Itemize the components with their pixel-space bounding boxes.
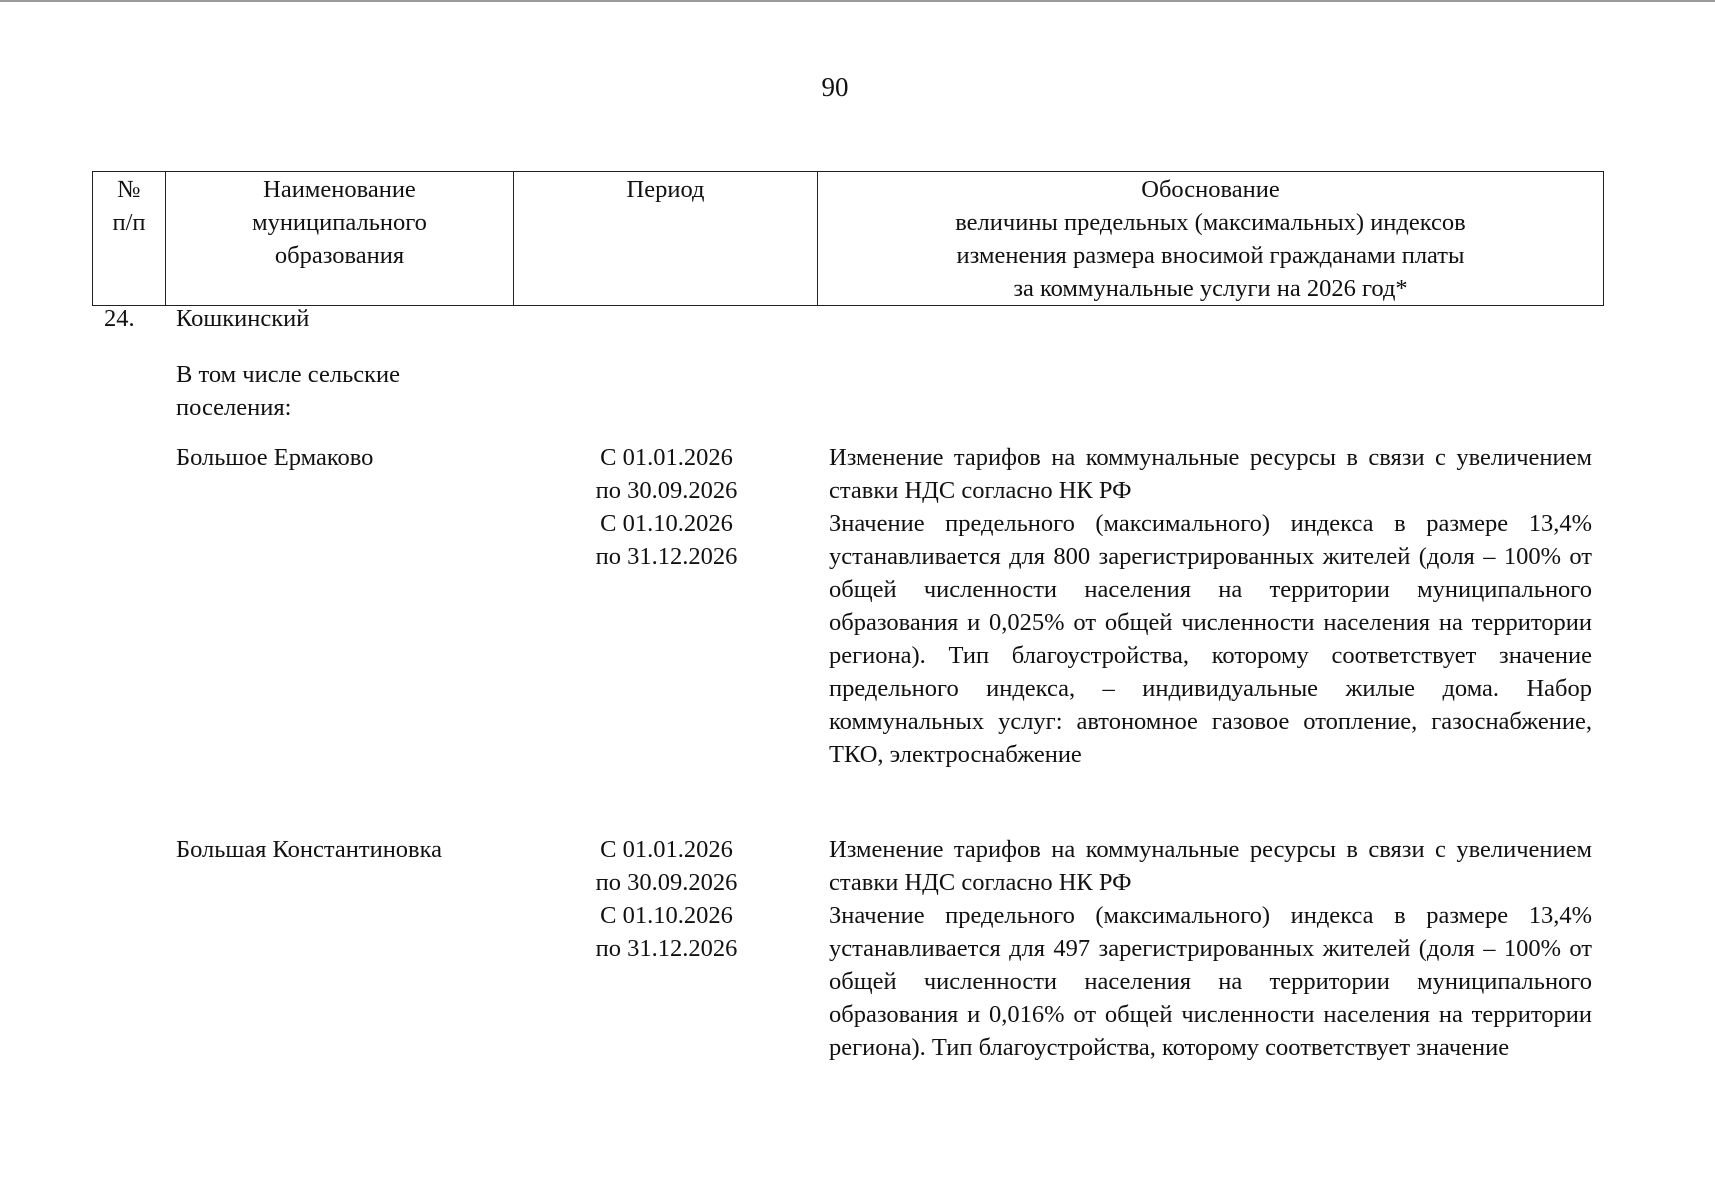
period-line: по 31.12.2026 xyxy=(595,935,738,962)
header-cell-number xyxy=(93,172,166,306)
header-name-label: Наименование муниципального образования xyxy=(252,176,427,269)
header-cell-justification xyxy=(818,172,1604,306)
settlement-periods xyxy=(560,833,773,965)
page-number: 90 xyxy=(821,72,849,102)
period-line: по 31.12.2026 xyxy=(595,543,738,570)
settlements-subheading: В том числе сельские поселения: xyxy=(176,361,401,421)
settlement-periods xyxy=(560,441,773,573)
header-cell-period xyxy=(514,172,818,306)
index-value-text: Значение предельного (максимального) индекса в размере 13,4% устанавливается для 800 зарегистрированных жителей (доля – 100% от общей численности населения на территории муниципального образования и 0,025% от общей численности населения на территории региона). Тип благоустройства, которому соответствует значение предельного индекса, – индивидуальные жилые дома. Набор коммунальных услуг: автономное газовое отопление, газоснабжение, ТКО, электроснабжение xyxy=(829,510,1592,768)
period-line: С 01.10.2026 xyxy=(600,902,733,929)
tariff-change-text: Изменение тарифов на коммунальные ресурсы в связи с увеличением ставки НДС согласно НК РФ xyxy=(829,836,1592,896)
index-value-text: Значение предельного (максимального) индекса в размере 13,4% устанавливается для 497 зарегистрированных жителей (доля – 100% от общей численности населения на территории муниципального образования и 0,016% от общей численности населения на территории региона). Тип благоустройства, которому соответствует значение xyxy=(829,902,1592,1061)
tariff-change-text: Изменение тарифов на коммунальные ресурсы в связи с увеличением ставки НДС согласно НК РФ xyxy=(829,444,1592,504)
settlement-name: Большая Константиновка xyxy=(176,836,443,863)
row-number: 24. xyxy=(104,305,135,332)
settlement-justification xyxy=(829,441,1592,771)
period-line: С 01.01.2026 xyxy=(600,836,733,863)
scan-edge-line xyxy=(0,0,1715,2)
header-cell-name xyxy=(166,172,514,306)
header-justification-label: Обоснование величины предельных (максимальных) индексов изменения размера вносимой гражданами платы за коммунальные услуги на 2026 год* xyxy=(955,176,1466,302)
period-line: по 30.09.2026 xyxy=(595,477,738,504)
header-number-label: № п/п xyxy=(112,176,146,236)
settlement-name: Большое Ермаково xyxy=(176,444,374,471)
period-line: С 01.10.2026 xyxy=(600,510,733,537)
settlement-justification xyxy=(829,833,1592,1064)
header-period-label: Период xyxy=(626,176,705,203)
district-name: Кошкинский xyxy=(176,305,310,332)
period-line: по 30.09.2026 xyxy=(595,869,738,896)
table-header xyxy=(92,171,1604,306)
period-line: С 01.01.2026 xyxy=(600,444,733,471)
